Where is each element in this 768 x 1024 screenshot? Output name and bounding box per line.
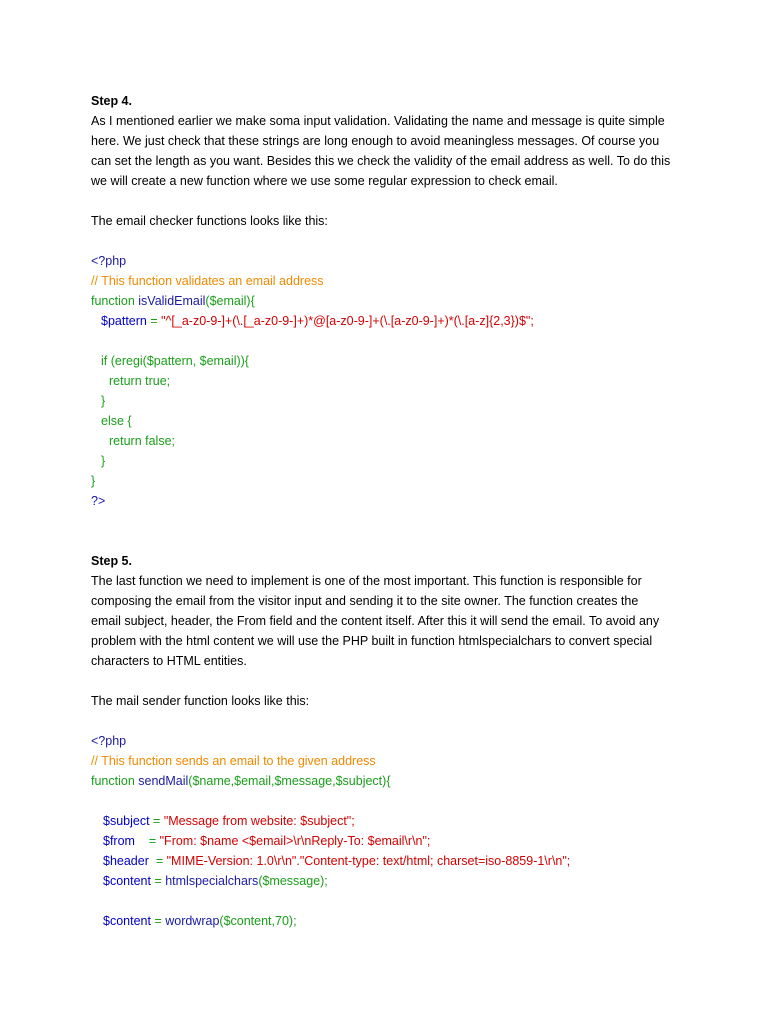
subject-equals: = xyxy=(149,814,164,828)
spacer xyxy=(91,511,691,531)
step5-para-line-2: composing the email from the visitor input and sending it to the site owner. The function creates the xyxy=(91,594,639,608)
php-open-tag: <?php xyxy=(91,254,127,268)
else-statement: else { xyxy=(101,414,132,428)
wrap-function: wordwrap xyxy=(165,914,220,928)
wordwrap-assignment xyxy=(91,911,691,931)
wrap-variable: $content xyxy=(103,914,151,928)
pattern-variable: $pattern xyxy=(101,314,147,328)
from-variable: $from xyxy=(103,834,135,848)
spacer xyxy=(91,791,691,811)
step4-para-line-3: can set the length as you want. Besides this we check the validity of the email address as well. To do this xyxy=(91,154,671,168)
header-variable: $header xyxy=(103,854,149,868)
close-brace: } xyxy=(101,394,106,408)
step5-para-line-5: characters to HTML entities. xyxy=(91,654,247,668)
step5-para-line-4: problem with the html content we will use the PHP built in function htmlspecialchars to convert special xyxy=(91,634,653,648)
spacer xyxy=(91,231,691,251)
code-comment: // This function validates an email address xyxy=(91,274,324,288)
function-params: ($name,$email,$message,$subject){ xyxy=(188,774,391,788)
function-name: isValidEmail xyxy=(138,294,206,308)
document-page xyxy=(91,91,691,931)
code-comment: // This function sends an email to the given address xyxy=(91,754,376,768)
pattern-value: "^[_a-z0-9-]+(\.[_a-z0-9-]+)*@[a-z0-9-]+(\.[a-z0-9-]+)*(\.[a-z]{2,3})$"; xyxy=(161,314,534,328)
spacer xyxy=(91,891,691,911)
content-equals: = xyxy=(150,874,166,888)
function-name: sendMail xyxy=(138,774,189,788)
spacer xyxy=(91,531,691,551)
function-declaration xyxy=(91,771,691,791)
step5-para-line-1: The last function we need to implement is one of the most important. This function is responsible for xyxy=(91,574,642,588)
step4-para-line-2: here. We just check that these strings are long enough to avoid meaningless messages. Of course you xyxy=(91,134,660,148)
from-equals: = xyxy=(134,834,160,848)
step5-code-block xyxy=(91,731,691,931)
content-assignment xyxy=(91,871,691,891)
php-open-tag: <?php xyxy=(91,734,127,748)
spacer xyxy=(91,671,691,691)
return-false: return false; xyxy=(109,434,176,448)
wrap-argument: ($content,70); xyxy=(219,914,297,928)
header-assignment xyxy=(91,851,691,871)
pattern-equals: = xyxy=(146,314,162,328)
close-brace: } xyxy=(101,454,106,468)
from-value: "From: $name <$email>\r\nReply-To: $email\r\n"; xyxy=(159,834,431,848)
content-function: htmlspecialchars xyxy=(165,874,259,888)
step4-code-block xyxy=(91,251,691,511)
pattern-assignment xyxy=(91,311,691,331)
close-brace: } xyxy=(91,474,96,488)
spacer xyxy=(91,191,691,211)
spacer xyxy=(91,711,691,731)
function-keyword: function xyxy=(91,294,135,308)
step4-intro: The email checker functions looks like this: xyxy=(91,214,328,228)
from-assignment xyxy=(91,831,691,851)
function-declaration xyxy=(91,291,691,311)
wrap-equals: = xyxy=(150,914,166,928)
function-params: ($email){ xyxy=(205,294,255,308)
header-equals: = xyxy=(148,854,167,868)
content-argument: ($message); xyxy=(258,874,328,888)
return-true: return true; xyxy=(109,374,171,388)
step5-para-line-3: email subject, header, the From field and the content itself. After this it will send the email. To avoid any xyxy=(91,614,660,628)
if-statement: if (eregi($pattern, $email)){ xyxy=(101,354,249,368)
step5-title: Step 5. xyxy=(91,554,132,568)
spacer xyxy=(91,331,691,351)
subject-variable: $subject xyxy=(103,814,150,828)
header-value: "MIME-Version: 1.0\r\n"."Content-type: text/html; charset=iso-8859-1\r\n"; xyxy=(166,854,571,868)
step4-para-line-4: we will create a new function where we use some regular expression to check email. xyxy=(91,174,558,188)
step4-para-line-1: As I mentioned earlier we make soma input validation. Validating the name and message is quite simple xyxy=(91,114,665,128)
subject-assignment xyxy=(91,811,691,831)
step4-title: Step 4. xyxy=(91,94,132,108)
function-keyword: function xyxy=(91,774,135,788)
subject-value: "Message from website: $subject"; xyxy=(163,814,355,828)
content-variable: $content xyxy=(103,874,151,888)
step5-intro: The mail sender function looks like this: xyxy=(91,694,310,708)
php-close-tag: ?> xyxy=(91,494,106,508)
